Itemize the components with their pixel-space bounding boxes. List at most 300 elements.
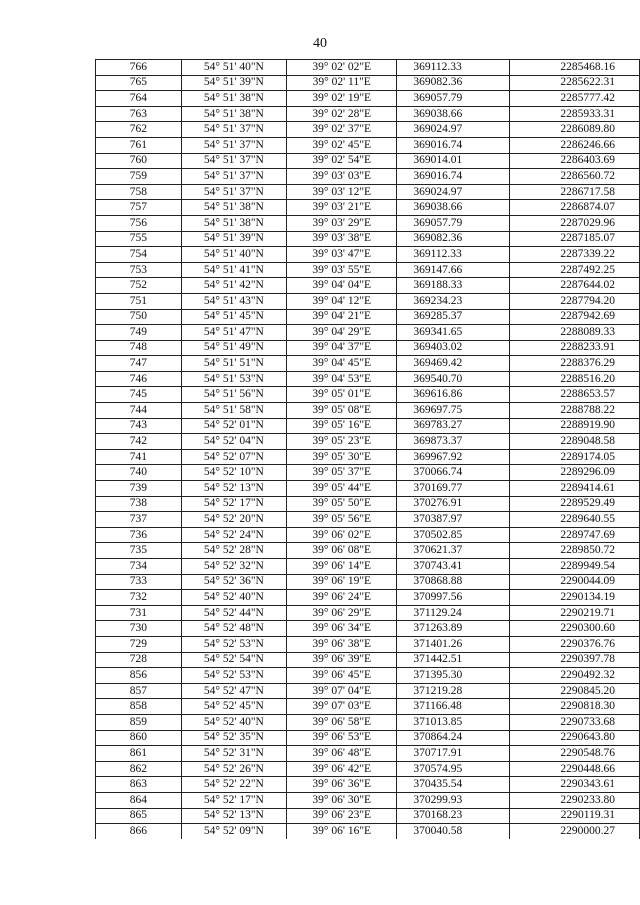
coordinates-table <box>95 59 640 839</box>
x-coordinate-cell: 371263.89 <box>397 621 509 637</box>
latitude-cell: 54° 52' 17"N <box>181 496 286 512</box>
point-number-cell: 761 <box>96 137 182 153</box>
table-row <box>96 75 640 91</box>
x-coordinate-cell: 369082.36 <box>397 231 509 247</box>
x-coordinate-cell: 371442.51 <box>397 652 509 668</box>
table-row <box>96 434 640 450</box>
y-coordinate-cell: 2286560.72 <box>509 169 639 185</box>
x-coordinate-cell: 370168.23 <box>397 808 509 824</box>
longitude-cell: 39° 04' 21"E <box>287 309 397 325</box>
point-number-cell: 756 <box>96 215 182 231</box>
point-number-cell: 866 <box>96 824 182 840</box>
point-number-cell: 753 <box>96 262 182 278</box>
point-number-cell: 730 <box>96 621 182 637</box>
y-coordinate-cell: 2285622.31 <box>509 75 639 91</box>
x-coordinate-cell: 369038.66 <box>397 106 509 122</box>
point-number-cell: 732 <box>96 590 182 606</box>
table-row <box>96 543 640 559</box>
point-number-cell: 859 <box>96 714 182 730</box>
table-row <box>96 278 640 294</box>
latitude-cell: 54° 52' 01"N <box>181 418 286 434</box>
table-row <box>96 231 640 247</box>
point-number-cell: 736 <box>96 527 182 543</box>
longitude-cell: 39° 06' 19"E <box>287 574 397 590</box>
y-coordinate-cell: 2285468.16 <box>509 60 639 76</box>
point-number-cell: 752 <box>96 278 182 294</box>
point-number-cell: 743 <box>96 418 182 434</box>
longitude-cell: 39° 06' 38"E <box>287 636 397 652</box>
table-row <box>96 169 640 185</box>
longitude-cell: 39° 03' 29"E <box>287 215 397 231</box>
x-coordinate-cell: 369341.65 <box>397 325 509 341</box>
y-coordinate-cell: 2289640.55 <box>509 512 639 528</box>
table-row <box>96 387 640 403</box>
point-number-cell: 762 <box>96 122 182 138</box>
table-row <box>96 122 640 138</box>
longitude-cell: 39° 06' 08"E <box>287 543 397 559</box>
point-number-cell: 759 <box>96 169 182 185</box>
latitude-cell: 54° 51' 37"N <box>181 153 286 169</box>
x-coordinate-cell: 369057.79 <box>397 91 509 107</box>
y-coordinate-cell: 2289174.05 <box>509 449 639 465</box>
latitude-cell: 54° 52' 13"N <box>181 481 286 497</box>
point-number-cell: 748 <box>96 340 182 356</box>
y-coordinate-cell: 2286246.66 <box>509 137 639 153</box>
y-coordinate-cell: 2287942.69 <box>509 309 639 325</box>
coordinates-table-body <box>96 60 640 840</box>
longitude-cell: 39° 04' 04"E <box>287 278 397 294</box>
longitude-cell: 39° 03' 55"E <box>287 262 397 278</box>
longitude-cell: 39° 03' 21"E <box>287 200 397 216</box>
latitude-cell: 54° 51' 38"N <box>181 200 286 216</box>
point-number-cell: 763 <box>96 106 182 122</box>
latitude-cell: 54° 51' 42"N <box>181 278 286 294</box>
y-coordinate-cell: 2290300.60 <box>509 621 639 637</box>
longitude-cell: 39° 02' 54"E <box>287 153 397 169</box>
x-coordinate-cell: 369024.97 <box>397 184 509 200</box>
x-coordinate-cell: 369616.86 <box>397 387 509 403</box>
y-coordinate-cell: 2289747.69 <box>509 527 639 543</box>
latitude-cell: 54° 52' 35"N <box>181 730 286 746</box>
table-row <box>96 777 640 793</box>
x-coordinate-cell: 370040.58 <box>397 824 509 840</box>
x-coordinate-cell: 369112.33 <box>397 60 509 76</box>
longitude-cell: 39° 05' 44"E <box>287 481 397 497</box>
y-coordinate-cell: 2290818.30 <box>509 699 639 715</box>
y-coordinate-cell: 2288089.33 <box>509 325 639 341</box>
y-coordinate-cell: 2286717.58 <box>509 184 639 200</box>
x-coordinate-cell: 371401.26 <box>397 636 509 652</box>
table-row <box>96 293 640 309</box>
latitude-cell: 54° 52' 53"N <box>181 636 286 652</box>
y-coordinate-cell: 2290733.68 <box>509 714 639 730</box>
y-coordinate-cell: 2289949.54 <box>509 559 639 575</box>
y-coordinate-cell: 2289414.61 <box>509 481 639 497</box>
longitude-cell: 39° 03' 03"E <box>287 169 397 185</box>
point-number-cell: 864 <box>96 792 182 808</box>
longitude-cell: 39° 06' 58"E <box>287 714 397 730</box>
longitude-cell: 39° 06' 23"E <box>287 808 397 824</box>
x-coordinate-cell: 369697.75 <box>397 403 509 419</box>
latitude-cell: 54° 51' 38"N <box>181 106 286 122</box>
x-coordinate-cell: 369112.33 <box>397 247 509 263</box>
table-row <box>96 215 640 231</box>
latitude-cell: 54° 51' 49"N <box>181 340 286 356</box>
longitude-cell: 39° 02' 28"E <box>287 106 397 122</box>
table-row <box>96 746 640 762</box>
latitude-cell: 54° 51' 39"N <box>181 231 286 247</box>
table-row <box>96 527 640 543</box>
latitude-cell: 54° 52' 09"N <box>181 824 286 840</box>
longitude-cell: 39° 02' 37"E <box>287 122 397 138</box>
point-number-cell: 765 <box>96 75 182 91</box>
x-coordinate-cell: 370743.41 <box>397 559 509 575</box>
table-row <box>96 465 640 481</box>
latitude-cell: 54° 51' 37"N <box>181 169 286 185</box>
table-row <box>96 371 640 387</box>
y-coordinate-cell: 2290233.80 <box>509 792 639 808</box>
x-coordinate-cell: 369016.74 <box>397 137 509 153</box>
table-row <box>96 91 640 107</box>
longitude-cell: 39° 04' 45"E <box>287 356 397 372</box>
table-row <box>96 418 640 434</box>
table-row <box>96 559 640 575</box>
y-coordinate-cell: 2290845.20 <box>509 683 639 699</box>
latitude-cell: 54° 51' 37"N <box>181 184 286 200</box>
table-row <box>96 652 640 668</box>
longitude-cell: 39° 07' 03"E <box>287 699 397 715</box>
latitude-cell: 54° 51' 40"N <box>181 247 286 263</box>
longitude-cell: 39° 02' 19"E <box>287 91 397 107</box>
latitude-cell: 54° 52' 10"N <box>181 465 286 481</box>
point-number-cell: 758 <box>96 184 182 200</box>
point-number-cell: 754 <box>96 247 182 263</box>
y-coordinate-cell: 2290492.32 <box>509 668 639 684</box>
table-row <box>96 60 640 76</box>
point-number-cell: 749 <box>96 325 182 341</box>
longitude-cell: 39° 05' 30"E <box>287 449 397 465</box>
point-number-cell: 857 <box>96 683 182 699</box>
table-row <box>96 262 640 278</box>
x-coordinate-cell: 369188.33 <box>397 278 509 294</box>
y-coordinate-cell: 2289529.49 <box>509 496 639 512</box>
latitude-cell: 54° 52' 07"N <box>181 449 286 465</box>
latitude-cell: 54° 52' 53"N <box>181 668 286 684</box>
y-coordinate-cell: 2287185.07 <box>509 231 639 247</box>
table-row <box>96 481 640 497</box>
y-coordinate-cell: 2286089.80 <box>509 122 639 138</box>
y-coordinate-cell: 2287794.20 <box>509 293 639 309</box>
latitude-cell: 54° 51' 38"N <box>181 91 286 107</box>
table-row <box>96 683 640 699</box>
y-coordinate-cell: 2290000.27 <box>509 824 639 840</box>
point-number-cell: 737 <box>96 512 182 528</box>
x-coordinate-cell: 369469.42 <box>397 356 509 372</box>
table-row <box>96 403 640 419</box>
y-coordinate-cell: 2288919.90 <box>509 418 639 434</box>
y-coordinate-cell: 2288233.91 <box>509 340 639 356</box>
y-coordinate-cell: 2287492.25 <box>509 262 639 278</box>
latitude-cell: 54° 51' 37"N <box>181 122 286 138</box>
x-coordinate-cell: 370864.24 <box>397 730 509 746</box>
y-coordinate-cell: 2289048.58 <box>509 434 639 450</box>
point-number-cell: 735 <box>96 543 182 559</box>
table-row <box>96 824 640 840</box>
table-row <box>96 153 640 169</box>
point-number-cell: 766 <box>96 60 182 76</box>
latitude-cell: 54° 51' 37"N <box>181 137 286 153</box>
latitude-cell: 54° 52' 44"N <box>181 605 286 621</box>
latitude-cell: 54° 52' 47"N <box>181 683 286 699</box>
latitude-cell: 54° 51' 43"N <box>181 293 286 309</box>
y-coordinate-cell: 2288653.57 <box>509 387 639 403</box>
table-row <box>96 590 640 606</box>
longitude-cell: 39° 05' 01"E <box>287 387 397 403</box>
longitude-cell: 39° 05' 37"E <box>287 465 397 481</box>
x-coordinate-cell: 369014.01 <box>397 153 509 169</box>
longitude-cell: 39° 03' 38"E <box>287 231 397 247</box>
point-number-cell: 746 <box>96 371 182 387</box>
x-coordinate-cell: 369147.66 <box>397 262 509 278</box>
y-coordinate-cell: 2285777.42 <box>509 91 639 107</box>
latitude-cell: 54° 51' 58"N <box>181 403 286 419</box>
latitude-cell: 54° 52' 24"N <box>181 527 286 543</box>
longitude-cell: 39° 03' 12"E <box>287 184 397 200</box>
point-number-cell: 860 <box>96 730 182 746</box>
x-coordinate-cell: 369234.23 <box>397 293 509 309</box>
point-number-cell: 861 <box>96 746 182 762</box>
table-row <box>96 309 640 325</box>
point-number-cell: 731 <box>96 605 182 621</box>
point-number-cell: 856 <box>96 668 182 684</box>
longitude-cell: 39° 06' 36"E <box>287 777 397 793</box>
x-coordinate-cell: 369057.79 <box>397 215 509 231</box>
table-row <box>96 137 640 153</box>
latitude-cell: 54° 51' 38"N <box>181 215 286 231</box>
point-number-cell: 744 <box>96 403 182 419</box>
point-number-cell: 764 <box>96 91 182 107</box>
longitude-cell: 39° 06' 34"E <box>287 621 397 637</box>
y-coordinate-cell: 2288376.29 <box>509 356 639 372</box>
x-coordinate-cell: 369967.92 <box>397 449 509 465</box>
longitude-cell: 39° 03' 47"E <box>287 247 397 263</box>
table-row <box>96 605 640 621</box>
point-number-cell: 738 <box>96 496 182 512</box>
y-coordinate-cell: 2287339.22 <box>509 247 639 263</box>
longitude-cell: 39° 06' 14"E <box>287 559 397 575</box>
longitude-cell: 39° 06' 29"E <box>287 605 397 621</box>
longitude-cell: 39° 06' 39"E <box>287 652 397 668</box>
x-coordinate-cell: 371013.85 <box>397 714 509 730</box>
x-coordinate-cell: 370169.77 <box>397 481 509 497</box>
y-coordinate-cell: 2290219.71 <box>509 605 639 621</box>
y-coordinate-cell: 2286874.07 <box>509 200 639 216</box>
longitude-cell: 39° 06' 53"E <box>287 730 397 746</box>
longitude-cell: 39° 07' 04"E <box>287 683 397 699</box>
longitude-cell: 39° 02' 45"E <box>287 137 397 153</box>
longitude-cell: 39° 06' 45"E <box>287 668 397 684</box>
x-coordinate-cell: 371395.30 <box>397 668 509 684</box>
longitude-cell: 39° 05' 50"E <box>287 496 397 512</box>
x-coordinate-cell: 369403.02 <box>397 340 509 356</box>
point-number-cell: 739 <box>96 481 182 497</box>
point-number-cell: 862 <box>96 761 182 777</box>
latitude-cell: 54° 52' 40"N <box>181 590 286 606</box>
x-coordinate-cell: 370066.74 <box>397 465 509 481</box>
y-coordinate-cell: 2290448.66 <box>509 761 639 777</box>
y-coordinate-cell: 2290044.09 <box>509 574 639 590</box>
latitude-cell: 54° 52' 13"N <box>181 808 286 824</box>
longitude-cell: 39° 06' 24"E <box>287 590 397 606</box>
point-number-cell: 745 <box>96 387 182 403</box>
y-coordinate-cell: 2290343.61 <box>509 777 639 793</box>
point-number-cell: 734 <box>96 559 182 575</box>
x-coordinate-cell: 370299.93 <box>397 792 509 808</box>
latitude-cell: 54° 52' 22"N <box>181 777 286 793</box>
x-coordinate-cell: 370717.91 <box>397 746 509 762</box>
point-number-cell: 741 <box>96 449 182 465</box>
x-coordinate-cell: 370574.95 <box>397 761 509 777</box>
x-coordinate-cell: 370276.91 <box>397 496 509 512</box>
latitude-cell: 54° 52' 54"N <box>181 652 286 668</box>
table-row <box>96 621 640 637</box>
x-coordinate-cell: 369540.70 <box>397 371 509 387</box>
longitude-cell: 39° 06' 02"E <box>287 527 397 543</box>
latitude-cell: 54° 52' 26"N <box>181 761 286 777</box>
y-coordinate-cell: 2289296.09 <box>509 465 639 481</box>
point-number-cell: 755 <box>96 231 182 247</box>
x-coordinate-cell: 369873.37 <box>397 434 509 450</box>
longitude-cell: 39° 06' 30"E <box>287 792 397 808</box>
point-number-cell: 865 <box>96 808 182 824</box>
x-coordinate-cell: 369783.27 <box>397 418 509 434</box>
point-number-cell: 858 <box>96 699 182 715</box>
latitude-cell: 54° 52' 36"N <box>181 574 286 590</box>
latitude-cell: 54° 52' 48"N <box>181 621 286 637</box>
latitude-cell: 54° 51' 41"N <box>181 262 286 278</box>
longitude-cell: 39° 06' 16"E <box>287 824 397 840</box>
y-coordinate-cell: 2285933.31 <box>509 106 639 122</box>
y-coordinate-cell: 2287644.02 <box>509 278 639 294</box>
latitude-cell: 54° 52' 32"N <box>181 559 286 575</box>
table-row <box>96 730 640 746</box>
table-row <box>96 714 640 730</box>
x-coordinate-cell: 370435.54 <box>397 777 509 793</box>
point-number-cell: 742 <box>96 434 182 450</box>
point-number-cell: 863 <box>96 777 182 793</box>
table-row <box>96 200 640 216</box>
latitude-cell: 54° 52' 17"N <box>181 792 286 808</box>
longitude-cell: 39° 06' 48"E <box>287 746 397 762</box>
table-row <box>96 761 640 777</box>
y-coordinate-cell: 2288788.22 <box>509 403 639 419</box>
x-coordinate-cell: 371129.24 <box>397 605 509 621</box>
longitude-cell: 39° 04' 29"E <box>287 325 397 341</box>
table-row <box>96 325 640 341</box>
latitude-cell: 54° 51' 40"N <box>181 60 286 76</box>
table-row <box>96 668 640 684</box>
y-coordinate-cell: 2290376.76 <box>509 636 639 652</box>
x-coordinate-cell: 370868.88 <box>397 574 509 590</box>
x-coordinate-cell: 369285.37 <box>397 309 509 325</box>
longitude-cell: 39° 04' 53"E <box>287 371 397 387</box>
point-number-cell: 728 <box>96 652 182 668</box>
x-coordinate-cell: 370997.56 <box>397 590 509 606</box>
table-row <box>96 340 640 356</box>
y-coordinate-cell: 2290643.80 <box>509 730 639 746</box>
table-row <box>96 184 640 200</box>
longitude-cell: 39° 05' 08"E <box>287 403 397 419</box>
point-number-cell: 729 <box>96 636 182 652</box>
latitude-cell: 54° 52' 31"N <box>181 746 286 762</box>
latitude-cell: 54° 51' 51"N <box>181 356 286 372</box>
latitude-cell: 54° 51' 47"N <box>181 325 286 341</box>
latitude-cell: 54° 52' 45"N <box>181 699 286 715</box>
longitude-cell: 39° 04' 37"E <box>287 340 397 356</box>
longitude-cell: 39° 02' 02"E <box>287 60 397 76</box>
y-coordinate-cell: 2290134.19 <box>509 590 639 606</box>
table-row <box>96 496 640 512</box>
table-row <box>96 449 640 465</box>
point-number-cell: 751 <box>96 293 182 309</box>
y-coordinate-cell: 2290548.76 <box>509 746 639 762</box>
latitude-cell: 54° 51' 56"N <box>181 387 286 403</box>
latitude-cell: 54° 52' 04"N <box>181 434 286 450</box>
longitude-cell: 39° 02' 11"E <box>287 75 397 91</box>
y-coordinate-cell: 2288516.20 <box>509 371 639 387</box>
table-row <box>96 636 640 652</box>
point-number-cell: 757 <box>96 200 182 216</box>
table-row <box>96 356 640 372</box>
y-coordinate-cell: 2290119.31 <box>509 808 639 824</box>
point-number-cell: 750 <box>96 309 182 325</box>
y-coordinate-cell: 2287029.96 <box>509 215 639 231</box>
x-coordinate-cell: 370387.97 <box>397 512 509 528</box>
x-coordinate-cell: 369038.66 <box>397 200 509 216</box>
latitude-cell: 54° 52' 20"N <box>181 512 286 528</box>
point-number-cell: 733 <box>96 574 182 590</box>
table-row <box>96 808 640 824</box>
y-coordinate-cell: 2289850.72 <box>509 543 639 559</box>
table-row <box>96 106 640 122</box>
latitude-cell: 54° 51' 53"N <box>181 371 286 387</box>
latitude-cell: 54° 51' 39"N <box>181 75 286 91</box>
point-number-cell: 760 <box>96 153 182 169</box>
point-number-cell: 740 <box>96 465 182 481</box>
longitude-cell: 39° 05' 16"E <box>287 418 397 434</box>
x-coordinate-cell: 371166.48 <box>397 699 509 715</box>
y-coordinate-cell: 2290397.78 <box>509 652 639 668</box>
longitude-cell: 39° 05' 23"E <box>287 434 397 450</box>
x-coordinate-cell: 370502.85 <box>397 527 509 543</box>
x-coordinate-cell: 369016.74 <box>397 169 509 185</box>
latitude-cell: 54° 51' 45"N <box>181 309 286 325</box>
longitude-cell: 39° 04' 12"E <box>287 293 397 309</box>
table-row <box>96 574 640 590</box>
latitude-cell: 54° 52' 40"N <box>181 714 286 730</box>
latitude-cell: 54° 52' 28"N <box>181 543 286 559</box>
y-coordinate-cell: 2286403.69 <box>509 153 639 169</box>
x-coordinate-cell: 369082.36 <box>397 75 509 91</box>
page-number: 40 <box>313 36 327 51</box>
longitude-cell: 39° 05' 56"E <box>287 512 397 528</box>
point-number-cell: 747 <box>96 356 182 372</box>
longitude-cell: 39° 06' 42"E <box>287 761 397 777</box>
x-coordinate-cell: 369024.97 <box>397 122 509 138</box>
x-coordinate-cell: 371219.28 <box>397 683 509 699</box>
table-row <box>96 792 640 808</box>
table-row <box>96 247 640 263</box>
